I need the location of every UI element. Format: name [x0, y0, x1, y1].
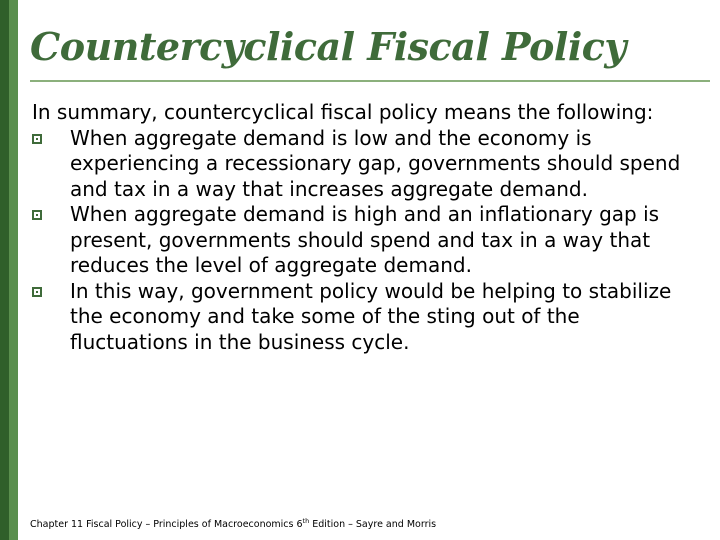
square-bullet-icon — [32, 134, 42, 144]
bullet-text: When aggregate demand is low and the economy is experiencing a recessionary gap, governments should spend and tax in a way that increases aggregate demand. — [70, 125, 681, 201]
bullet-text: When aggregate demand is high and an inflationary gap is present, governments should spend and tax in a way that reduces the level of aggregate demand. — [70, 202, 660, 277]
slide-title: Countercyclical Fiscal Policy — [30, 24, 626, 69]
bullet-item — [32, 126, 682, 203]
square-bullet-icon — [32, 210, 42, 220]
footer-superscript: th — [302, 516, 310, 525]
bullet-item — [32, 202, 682, 279]
title-divider — [30, 80, 710, 82]
bullet-text: In this way, government policy would be helping to stabilize the economy and take some of the sting out of the fluctuations in the business cycle. — [70, 278, 672, 354]
bullet-item — [32, 279, 682, 356]
footer-text-end: Edition – Sayre and Morris — [309, 519, 437, 530]
square-bullet-icon — [32, 287, 42, 297]
left-accent-bar-dark — [0, 0, 9, 540]
footer-text-start: Chapter 11 Fiscal Policy – Principles of Macroeconomics 6 — [30, 519, 303, 530]
intro-text: In summary, countercyclical fiscal policy means the following: — [32, 100, 654, 124]
left-accent-bar-light — [9, 0, 18, 540]
footer-citation — [30, 516, 437, 530]
slide-body — [32, 100, 682, 355]
